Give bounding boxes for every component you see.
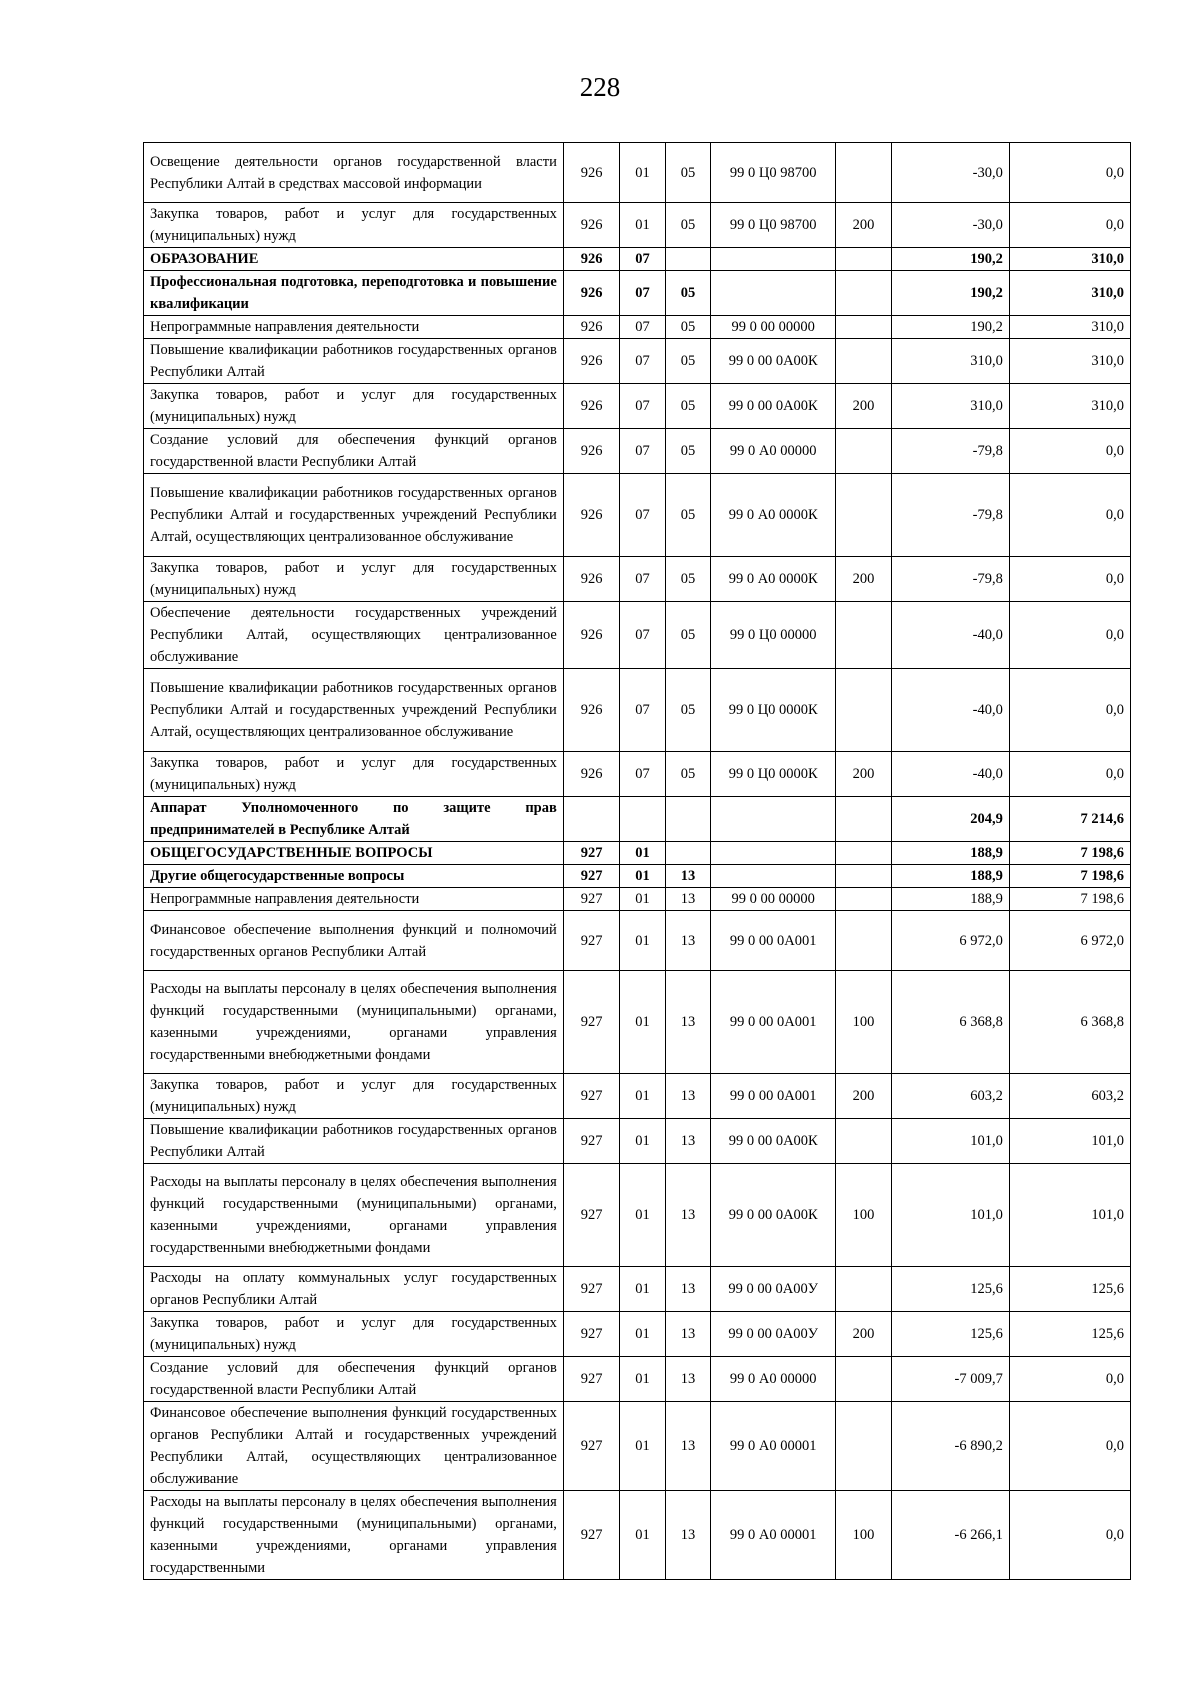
row-name-cell: Повышение квалификации работников государственных органов Республики Алтай [144,1119,564,1164]
row-name-cell: Профессиональная подготовка, переподготовка и повышение квалификации [144,271,564,316]
amount-year2-cell: 0,0 [1009,203,1130,248]
amount-year2-cell: 101,0 [1009,1164,1130,1267]
grbs-code-cell: 927 [563,888,620,911]
target-article-cell: 99 0 00 0А00У [711,1267,836,1312]
subsection-code-cell: 05 [665,316,710,339]
amount-year2-cell: 0,0 [1009,752,1130,797]
expense-type-cell: 200 [836,384,892,429]
grbs-code-cell: 927 [563,1119,620,1164]
row-name-cell: Повышение квалификации работников государственных органов Республики Алтай и государственных учреждений Республики Алтай, осуществляющих централизованное обслуживание [144,669,564,752]
grbs-code-cell: 926 [563,752,620,797]
expense-type-cell: 100 [836,971,892,1074]
amount-year2-cell: 125,6 [1009,1312,1130,1357]
target-article-cell: 99 0 00 0А001 [711,971,836,1074]
amount-year1-cell: 125,6 [891,1312,1009,1357]
section-code-cell [620,797,665,842]
section-code-cell: 01 [620,1074,665,1119]
amount-year2-cell: 101,0 [1009,1119,1130,1164]
table-row [144,842,1131,865]
amount-year2-cell: 7 198,6 [1009,888,1130,911]
amount-year1-cell: 190,2 [891,316,1009,339]
target-article-cell [711,271,836,316]
amount-year1-cell: -79,8 [891,557,1009,602]
amount-year2-cell: 0,0 [1009,1357,1130,1402]
amount-year2-cell: 0,0 [1009,1402,1130,1491]
subsection-code-cell: 13 [665,1312,710,1357]
expense-type-cell [836,842,892,865]
subsection-code-cell: 05 [665,271,710,316]
subsection-code-cell: 05 [665,143,710,203]
target-article-cell: 99 0 00 0А00К [711,339,836,384]
amount-year1-cell: -40,0 [891,669,1009,752]
expense-type-cell: 200 [836,1312,892,1357]
section-code-cell: 07 [620,474,665,557]
row-name-cell: Расходы на выплаты персоналу в целях обеспечения выполнения функций государственными (муниципальными) органами, казенными учреждениями, органами управления государственными внебюджетными фондами [144,1164,564,1267]
row-name-cell: Повышение квалификации работников государственных органов Республики Алтай [144,339,564,384]
section-code-cell: 07 [620,339,665,384]
subsection-code-cell: 05 [665,339,710,384]
expense-type-cell [836,143,892,203]
section-code-cell: 01 [620,1491,665,1580]
row-name-cell: Расходы на выплаты персоналу в целях обеспечения выполнения функций государственными (муниципальными) органами, казенными учреждениями, органами управления государственными внебюджетными фондами [144,971,564,1074]
target-article-cell: 99 0 А0 00000 [711,429,836,474]
amount-year1-cell: 188,9 [891,865,1009,888]
section-code-cell: 01 [620,1402,665,1491]
table-row [144,1267,1131,1312]
amount-year1-cell: 101,0 [891,1119,1009,1164]
amount-year1-cell: -79,8 [891,474,1009,557]
row-name-cell: Финансовое обеспечение выполнения функций государственных органов Республики Алтай и государственных учреждений Республики Алтай, осуществляющих централизованное обслуживание [144,1402,564,1491]
expense-type-cell [836,1119,892,1164]
amount-year2-cell: 6 368,8 [1009,971,1130,1074]
section-code-cell: 01 [620,1267,665,1312]
subsection-code-cell: 13 [665,1491,710,1580]
target-article-cell [711,797,836,842]
table-row [144,384,1131,429]
table-row [144,1074,1131,1119]
table-row [144,1312,1131,1357]
amount-year2-cell: 0,0 [1009,602,1130,669]
amount-year1-cell: -6 266,1 [891,1491,1009,1580]
target-article-cell: 99 0 А0 00000 [711,1357,836,1402]
row-name-cell: Закупка товаров, работ и услуг для государственных (муниципальных) нужд [144,384,564,429]
table-row [144,1491,1131,1580]
amount-year1-cell: -30,0 [891,203,1009,248]
grbs-code-cell: 927 [563,1074,620,1119]
subsection-code-cell: 13 [665,1164,710,1267]
subsection-code-cell: 13 [665,971,710,1074]
table-row [144,271,1131,316]
target-article-cell [711,865,836,888]
table-row [144,1357,1131,1402]
subsection-code-cell: 05 [665,429,710,474]
row-name-cell: ОБЩЕГОСУДАРСТВЕННЫЕ ВОПРОСЫ [144,842,564,865]
amount-year2-cell: 7 198,6 [1009,842,1130,865]
grbs-code-cell: 927 [563,1164,620,1267]
row-name-cell: Закупка товаров, работ и услуг для государственных (муниципальных) нужд [144,1074,564,1119]
table-row [144,339,1131,384]
grbs-code-cell: 926 [563,474,620,557]
row-name-cell: Расходы на оплату коммунальных услуг государственных органов Республики Алтай [144,1267,564,1312]
amount-year1-cell: 310,0 [891,339,1009,384]
expense-type-cell [836,1357,892,1402]
expense-type-cell: 200 [836,1074,892,1119]
amount-year2-cell: 310,0 [1009,271,1130,316]
expense-type-cell [836,429,892,474]
budget-table [143,142,1131,1580]
grbs-code-cell: 926 [563,339,620,384]
table-row [144,865,1131,888]
section-code-cell: 01 [620,971,665,1074]
expense-type-cell [836,602,892,669]
section-code-cell: 01 [620,888,665,911]
expense-type-cell [836,865,892,888]
section-code-cell: 07 [620,384,665,429]
subsection-code-cell: 05 [665,669,710,752]
section-code-cell: 01 [620,865,665,888]
subsection-code-cell [665,248,710,271]
table-row [144,316,1131,339]
grbs-code-cell: 926 [563,316,620,339]
subsection-code-cell [665,797,710,842]
grbs-code-cell: 926 [563,557,620,602]
grbs-code-cell: 926 [563,669,620,752]
expense-type-cell [836,474,892,557]
amount-year2-cell: 7 214,6 [1009,797,1130,842]
target-article-cell: 99 0 Ц0 98700 [711,143,836,203]
grbs-code-cell: 927 [563,1267,620,1312]
amount-year1-cell: 6 972,0 [891,911,1009,971]
row-name-cell: Непрограммные направления деятельности [144,316,564,339]
grbs-code-cell: 927 [563,842,620,865]
grbs-code-cell: 927 [563,1491,620,1580]
expense-type-cell [836,1402,892,1491]
amount-year2-cell: 6 972,0 [1009,911,1130,971]
section-code-cell: 07 [620,429,665,474]
section-code-cell: 01 [620,1164,665,1267]
amount-year1-cell: 6 368,8 [891,971,1009,1074]
grbs-code-cell: 926 [563,143,620,203]
expense-type-cell [836,797,892,842]
table-row [144,429,1131,474]
table-row [144,1164,1131,1267]
section-code-cell: 01 [620,1357,665,1402]
amount-year1-cell: -79,8 [891,429,1009,474]
target-article-cell: 99 0 Ц0 0000К [711,669,836,752]
section-code-cell: 01 [620,1119,665,1164]
grbs-code-cell: 926 [563,384,620,429]
amount-year1-cell: 101,0 [891,1164,1009,1267]
target-article-cell: 99 0 Ц0 98700 [711,203,836,248]
amount-year1-cell: 125,6 [891,1267,1009,1312]
grbs-code-cell: 927 [563,1402,620,1491]
grbs-code-cell: 927 [563,1312,620,1357]
budget-table-body [144,143,1131,1580]
amount-year1-cell: -40,0 [891,752,1009,797]
expense-type-cell [836,339,892,384]
expense-type-cell [836,271,892,316]
amount-year1-cell: 188,9 [891,888,1009,911]
subsection-code-cell: 05 [665,203,710,248]
subsection-code-cell: 13 [665,911,710,971]
table-row [144,752,1131,797]
table-row [144,1119,1131,1164]
target-article-cell: 99 0 А0 0000К [711,474,836,557]
expense-type-cell: 100 [836,1491,892,1580]
page-number: 228 [579,72,621,102]
row-name-cell: Закупка товаров, работ и услуг для государственных (муниципальных) нужд [144,557,564,602]
amount-year2-cell: 0,0 [1009,474,1130,557]
expense-type-cell [836,888,892,911]
target-article-cell: 99 0 Ц0 0000К [711,752,836,797]
grbs-code-cell: 926 [563,602,620,669]
table-row [144,1402,1131,1491]
subsection-code-cell: 05 [665,474,710,557]
subsection-code-cell: 13 [665,1074,710,1119]
section-code-cell: 01 [620,842,665,865]
subsection-code-cell: 05 [665,557,710,602]
expense-type-cell [836,669,892,752]
row-name-cell: Закупка товаров, работ и услуг для государственных (муниципальных) нужд [144,203,564,248]
expense-type-cell: 200 [836,752,892,797]
amount-year1-cell: -7 009,7 [891,1357,1009,1402]
section-code-cell: 01 [620,1312,665,1357]
target-article-cell: 99 0 А0 00001 [711,1402,836,1491]
row-name-cell: Освещение деятельности органов государственной власти Республики Алтай в средствах массовой информации [144,143,564,203]
target-article-cell: 99 0 00 0А001 [711,911,836,971]
subsection-code-cell: 13 [665,1267,710,1312]
subsection-code-cell: 05 [665,602,710,669]
grbs-code-cell: 926 [563,271,620,316]
amount-year1-cell: -6 890,2 [891,1402,1009,1491]
amount-year1-cell: -30,0 [891,143,1009,203]
target-article-cell: 99 0 00 0А00К [711,384,836,429]
expense-type-cell [836,911,892,971]
amount-year1-cell: 603,2 [891,1074,1009,1119]
table-row [144,971,1131,1074]
amount-year2-cell: 0,0 [1009,429,1130,474]
row-name-cell: Финансовое обеспечение выполнения функций и полномочий государственных органов Республики Алтай [144,911,564,971]
table-row [144,203,1131,248]
table-row [144,669,1131,752]
target-article-cell: 99 0 00 0А00К [711,1164,836,1267]
expense-type-cell [836,316,892,339]
table-row [144,888,1131,911]
section-code-cell: 01 [620,203,665,248]
amount-year2-cell: 310,0 [1009,384,1130,429]
row-name-cell: Повышение квалификации работников государственных органов Республики Алтай и государственных учреждений Республики Алтай, осуществляющих централизованное обслуживание [144,474,564,557]
amount-year2-cell: 603,2 [1009,1074,1130,1119]
amount-year2-cell: 0,0 [1009,143,1130,203]
amount-year2-cell: 7 198,6 [1009,865,1130,888]
row-name-cell: Обеспечение деятельности государственных учреждений Республики Алтай, осуществляющих централизованное обслуживание [144,602,564,669]
expense-type-cell [836,1267,892,1312]
target-article-cell: 99 0 00 0А00К [711,1119,836,1164]
subsection-code-cell: 13 [665,1402,710,1491]
subsection-code-cell: 13 [665,888,710,911]
subsection-code-cell: 13 [665,1357,710,1402]
amount-year2-cell: 0,0 [1009,669,1130,752]
target-article-cell: 99 0 00 0А00У [711,1312,836,1357]
target-article-cell: 99 0 А0 00001 [711,1491,836,1580]
section-code-cell: 07 [620,557,665,602]
row-name-cell: Расходы на выплаты персоналу в целях обеспечения выполнения функций государственными (муниципальными) органами, казенными учреждениями, органами управления государственными [144,1491,564,1580]
table-row [144,602,1131,669]
grbs-code-cell: 927 [563,971,620,1074]
section-code-cell: 01 [620,911,665,971]
grbs-code-cell [563,797,620,842]
amount-year2-cell: 310,0 [1009,248,1130,271]
expense-type-cell: 200 [836,557,892,602]
table-row [144,248,1131,271]
row-name-cell: Аппарат Уполномоченного по защите прав предпринимателей в Республике Алтай [144,797,564,842]
amount-year2-cell: 310,0 [1009,339,1130,384]
grbs-code-cell: 927 [563,911,620,971]
subsection-code-cell: 05 [665,752,710,797]
expense-type-cell: 200 [836,203,892,248]
section-code-cell: 07 [620,602,665,669]
target-article-cell: 99 0 А0 0000К [711,557,836,602]
grbs-code-cell: 927 [563,1357,620,1402]
amount-year1-cell: 204,9 [891,797,1009,842]
subsection-code-cell: 13 [665,865,710,888]
target-article-cell: 99 0 Ц0 00000 [711,602,836,669]
target-article-cell: 99 0 00 00000 [711,888,836,911]
row-name-cell: Другие общегосударственные вопросы [144,865,564,888]
table-row [144,797,1131,842]
amount-year1-cell: -40,0 [891,602,1009,669]
section-code-cell: 01 [620,143,665,203]
expense-type-cell [836,248,892,271]
row-name-cell: Закупка товаров, работ и услуг для государственных (муниципальных) нужд [144,1312,564,1357]
subsection-code-cell: 13 [665,1119,710,1164]
grbs-code-cell: 926 [563,203,620,248]
section-code-cell: 07 [620,752,665,797]
amount-year2-cell: 310,0 [1009,316,1130,339]
amount-year2-cell: 0,0 [1009,557,1130,602]
section-code-cell: 07 [620,271,665,316]
table-row [144,143,1131,203]
section-code-cell: 07 [620,669,665,752]
row-name-cell: Непрограммные направления деятельности [144,888,564,911]
section-code-cell: 07 [620,248,665,271]
subsection-code-cell: 05 [665,384,710,429]
amount-year1-cell: 190,2 [891,248,1009,271]
grbs-code-cell: 926 [563,248,620,271]
target-article-cell: 99 0 00 00000 [711,316,836,339]
amount-year1-cell: 190,2 [891,271,1009,316]
table-row [144,557,1131,602]
section-code-cell: 07 [620,316,665,339]
target-article-cell [711,248,836,271]
amount-year1-cell: 310,0 [891,384,1009,429]
row-name-cell: ОБРАЗОВАНИЕ [144,248,564,271]
row-name-cell: Создание условий для обеспечения функций органов государственной власти Республики Алтай [144,429,564,474]
target-article-cell [711,842,836,865]
grbs-code-cell: 926 [563,429,620,474]
expense-type-cell: 100 [836,1164,892,1267]
subsection-code-cell [665,842,710,865]
amount-year2-cell: 0,0 [1009,1491,1130,1580]
target-article-cell: 99 0 00 0А001 [711,1074,836,1119]
table-row [144,474,1131,557]
grbs-code-cell: 927 [563,865,620,888]
amount-year2-cell: 125,6 [1009,1267,1130,1312]
row-name-cell: Создание условий для обеспечения функций органов государственной власти Республики Алтай [144,1357,564,1402]
amount-year1-cell: 188,9 [891,842,1009,865]
table-row [144,911,1131,971]
row-name-cell: Закупка товаров, работ и услуг для государственных (муниципальных) нужд [144,752,564,797]
